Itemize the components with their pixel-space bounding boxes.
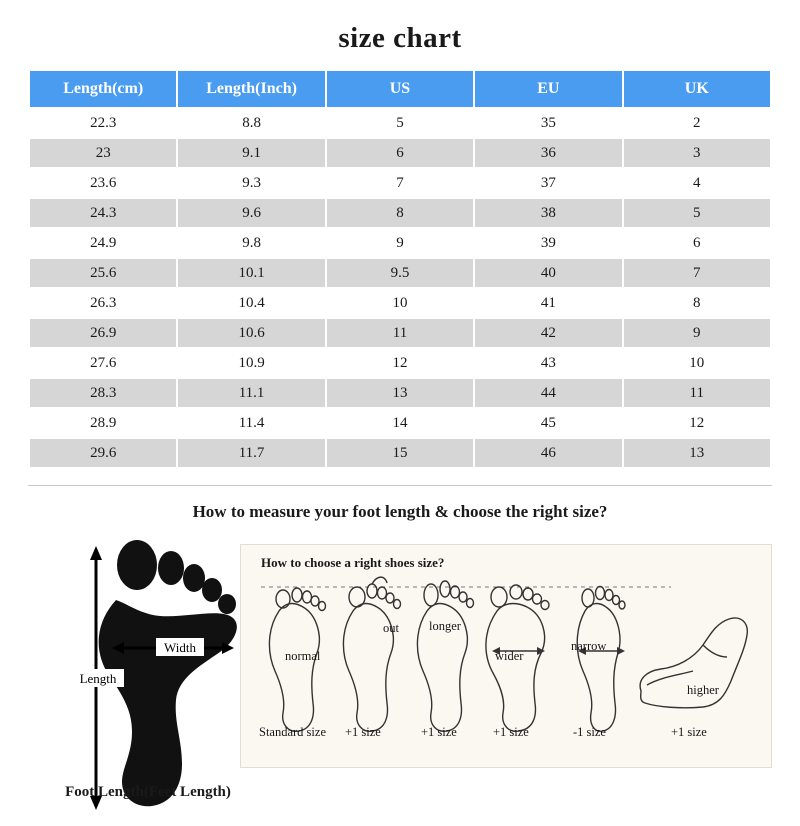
cell-eu: 40 (475, 259, 621, 287)
table-row (30, 379, 770, 407)
cell-eu: 35 (475, 109, 621, 137)
cell-uk: 7 (624, 259, 770, 287)
cell-length-cm: 22.3 (30, 109, 176, 137)
cell-length-inch: 11.1 (178, 379, 324, 407)
table-row (30, 169, 770, 197)
cell-length-cm: 26.9 (30, 319, 176, 347)
cell-length-inch: 10.1 (178, 259, 324, 287)
cell-uk: 4 (624, 169, 770, 197)
shoe-size-panel (240, 544, 772, 768)
cell-length-cm: 23 (30, 139, 176, 167)
cell-eu: 43 (475, 349, 621, 377)
page-title: size chart (338, 22, 462, 54)
size-label-out: +1 size (345, 725, 381, 739)
cell-uk: 5 (624, 199, 770, 227)
cell-uk: 12 (624, 409, 770, 437)
cell-length-inch: 9.3 (178, 169, 324, 197)
cell-length-inch: 10.9 (178, 349, 324, 377)
table-header-row (30, 71, 770, 107)
cell-us: 9.5 (327, 259, 473, 287)
table-row (30, 289, 770, 317)
cell-length-inch: 11.4 (178, 409, 324, 437)
cell-us: 6 (327, 139, 473, 167)
cell-eu: 41 (475, 289, 621, 317)
cell-uk: 13 (624, 439, 770, 467)
cell-eu: 39 (475, 229, 621, 257)
cell-eu: 46 (475, 439, 621, 467)
measure-section (0, 526, 800, 826)
cell-uk: 11 (624, 379, 770, 407)
size-label-longer: +1 size (421, 725, 457, 739)
cell-length-cm: 23.6 (30, 169, 176, 197)
cell-us: 15 (327, 439, 473, 467)
cell-eu: 45 (475, 409, 621, 437)
size-table-body (30, 109, 770, 467)
shoe-panel-title: How to choose a right shoes size? (261, 555, 445, 570)
cell-uk: 9 (624, 319, 770, 347)
cell-us: 11 (327, 319, 473, 347)
cell-eu: 42 (475, 319, 621, 347)
size-label-higher: +1 size (671, 725, 707, 739)
length-label: Length (79, 671, 117, 686)
table-row (30, 319, 770, 347)
cell-length-cm: 28.3 (30, 379, 176, 407)
cell-us: 10 (327, 289, 473, 317)
cell-length-cm: 24.3 (30, 199, 176, 227)
cell-us: 12 (327, 349, 473, 377)
cell-length-inch: 9.6 (178, 199, 324, 227)
width-label: Width (164, 640, 196, 655)
cell-length-cm: 25.6 (30, 259, 176, 287)
column-header-us: US (327, 71, 473, 107)
table-row (30, 139, 770, 167)
table-row (30, 199, 770, 227)
cell-uk: 6 (624, 229, 770, 257)
cell-uk: 2 (624, 109, 770, 137)
cell-eu: 44 (475, 379, 621, 407)
cell-us: 13 (327, 379, 473, 407)
foot-silhouette-diagram (24, 532, 274, 822)
section-divider (28, 485, 772, 486)
cell-uk: 8 (624, 289, 770, 317)
cell-us: 9 (327, 229, 473, 257)
foot-length-caption: Foot Length(Feet Length) (65, 784, 231, 800)
table-row (30, 259, 770, 287)
size-table (28, 69, 772, 469)
cell-eu: 38 (475, 199, 621, 227)
cell-us: 14 (327, 409, 473, 437)
table-row (30, 349, 770, 377)
cell-us: 8 (327, 199, 473, 227)
label-narrow: narrow (571, 639, 607, 653)
cell-length-inch: 9.8 (178, 229, 324, 257)
label-wider: wider (495, 649, 524, 663)
cell-length-cm: 28.9 (30, 409, 176, 437)
column-header-length-cm: Length(cm) (30, 71, 176, 107)
cell-length-cm: 27.6 (30, 349, 176, 377)
cell-length-cm: 24.9 (30, 229, 176, 257)
label-higher: higher (687, 683, 719, 697)
size-label-narrow: -1 size (573, 725, 606, 739)
table-row (30, 409, 770, 437)
column-header-uk: UK (624, 71, 770, 107)
size-table-container (28, 69, 772, 469)
cell-length-inch: 10.6 (178, 319, 324, 347)
cell-length-cm: 26.3 (30, 289, 176, 317)
cell-us: 5 (327, 109, 473, 137)
table-row (30, 439, 770, 467)
label-out: out (383, 621, 399, 635)
cell-uk: 10 (624, 349, 770, 377)
cell-us: 7 (327, 169, 473, 197)
table-row (30, 229, 770, 257)
size-label-standard: Standard size (259, 725, 326, 739)
cell-length-inch: 10.4 (178, 289, 324, 317)
measure-heading: How to measure your foot length & choose the right size? (192, 502, 608, 521)
size-label-wider: +1 size (493, 725, 529, 739)
cell-length-inch: 9.1 (178, 139, 324, 167)
cell-uk: 3 (624, 139, 770, 167)
column-header-length-inch: Length(Inch) (178, 71, 324, 107)
cell-length-inch: 11.7 (178, 439, 324, 467)
size-table-header (30, 71, 770, 107)
cell-eu: 36 (475, 139, 621, 167)
cell-eu: 37 (475, 169, 621, 197)
label-longer: longer (429, 619, 461, 633)
table-row (30, 109, 770, 137)
label-normal: normal (285, 649, 321, 663)
cell-length-cm: 29.6 (30, 439, 176, 467)
column-header-eu: EU (475, 71, 621, 107)
cell-length-inch: 8.8 (178, 109, 324, 137)
